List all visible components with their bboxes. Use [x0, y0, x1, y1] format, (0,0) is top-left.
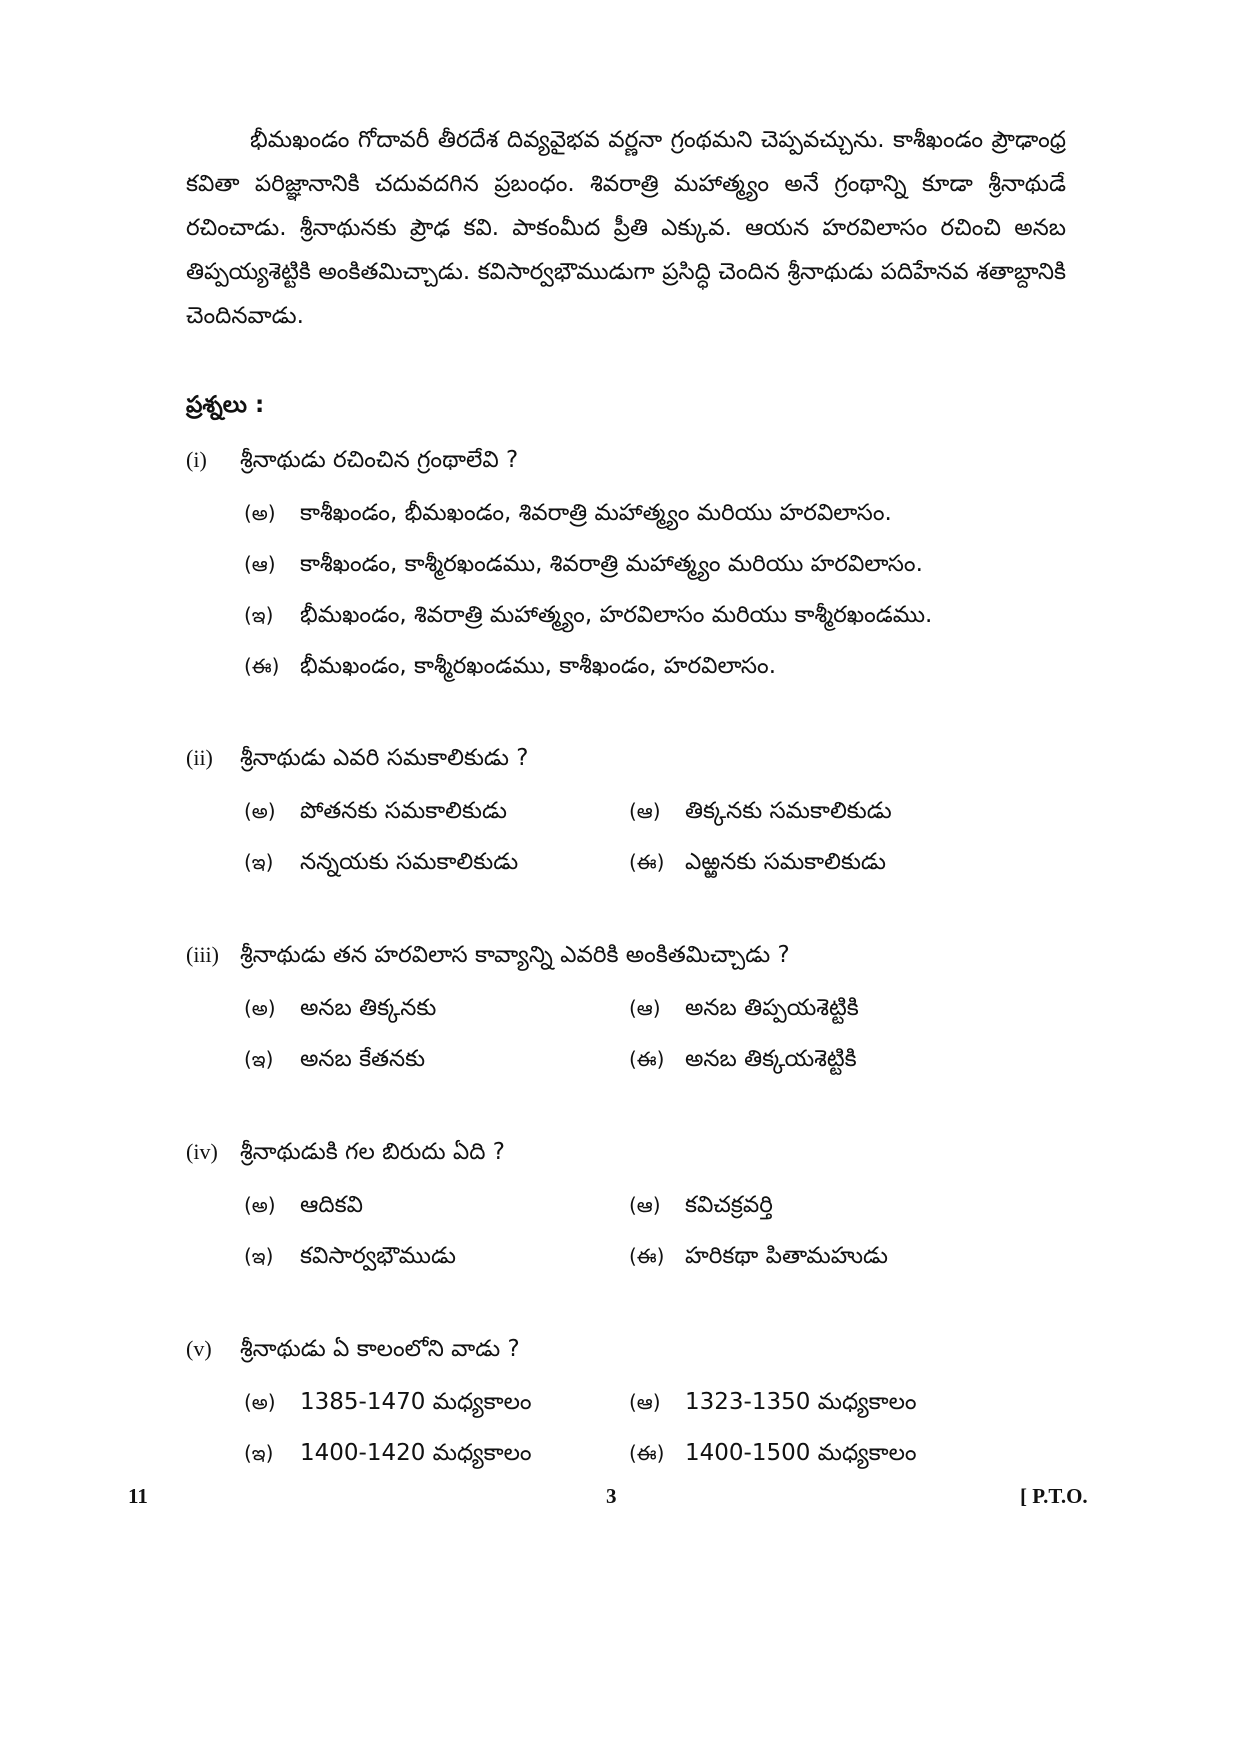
- option-label: (అ): [244, 1193, 276, 1217]
- option-text: అనబ తిప్పయశెట్టికి: [685, 995, 859, 1021]
- option-label: (అ): [244, 996, 276, 1020]
- question-text: శ్రీనాథుడు ఎవరి సమకాలికుడు ?: [240, 745, 529, 771]
- questions-heading: ప్రశ్నలు :: [186, 392, 265, 418]
- option-text: భీమఖండం, శివరాత్రి మహాత్మ్యం, హరవిలాసం మరియు కాశ్మీరఖండము.: [300, 602, 933, 628]
- option-text: కవిచక్రవర్తి: [685, 1192, 773, 1218]
- option-text: 1400-1420 మధ్యకాలం: [300, 1440, 532, 1466]
- option-label: (ఇ): [244, 1441, 274, 1465]
- option-text: 1400-1500 మధ్యకాలం: [685, 1440, 917, 1466]
- option-label: (ఆ): [629, 996, 661, 1020]
- option-aa: [629, 786, 1014, 837]
- question-number: (i): [186, 447, 207, 472]
- option-label: (ఈ): [629, 1047, 665, 1071]
- option-text: అనబ తిక్కయశెట్టికి: [685, 1046, 857, 1072]
- option-label: (ఈ): [629, 1441, 665, 1465]
- options-list: [186, 488, 1116, 692]
- option-text: భీమఖండం, కాశ్మీరఖండము, కాశీఖండం, హరవిలాసం.: [300, 653, 777, 679]
- option-aa: [186, 539, 1116, 590]
- option-ii: [186, 641, 1116, 692]
- option-label: (ఇ): [244, 850, 274, 874]
- option-label: (ఆ): [629, 1193, 661, 1217]
- option-text: హరికథా పితామహుడు: [685, 1243, 889, 1269]
- option-label: (ఆ): [629, 1390, 661, 1414]
- option-aa: [629, 1180, 1014, 1231]
- option-text: 1323-1350 మధ్యకాలం: [685, 1389, 917, 1415]
- question-1: [186, 438, 1116, 692]
- option-aa: [629, 983, 1014, 1034]
- option-a: [244, 1180, 629, 1231]
- question-text: శ్రీనాథుడు రచించిన గ్రంథాలేవి ?: [240, 447, 519, 473]
- question-number: (iii): [186, 942, 219, 967]
- option-text: అనబ తిక్కనకు: [300, 995, 437, 1021]
- option-label: (ఆ): [244, 552, 276, 576]
- options-grid: [186, 983, 1116, 1085]
- options-grid: [186, 786, 1116, 888]
- option-label: (అ): [244, 1390, 276, 1414]
- option-text: ఆదికవి: [300, 1192, 363, 1218]
- question-text: శ్రీనాథుడుకి గల బిరుదు ఏది ?: [240, 1139, 506, 1165]
- question-paper-code: 11: [128, 1484, 148, 1508]
- option-label: (అ): [244, 799, 276, 823]
- page-footer: [120, 1484, 1120, 1514]
- option-text: అనబ కేతనకు: [300, 1046, 426, 1072]
- question-4: [186, 1130, 1116, 1282]
- option-label: (ఇ): [244, 1047, 274, 1071]
- option-a: [244, 983, 629, 1034]
- options-grid: [186, 1377, 1116, 1479]
- question-number: (iv): [186, 1139, 218, 1164]
- option-label: (అ): [244, 501, 276, 525]
- option-label: (ఆ): [629, 799, 661, 823]
- question-5: [186, 1327, 1116, 1479]
- option-i: [244, 1231, 629, 1282]
- pto-marker: [ P.T.O.: [1020, 1484, 1088, 1508]
- option-i: [186, 590, 1116, 641]
- question-2: [186, 736, 1116, 888]
- option-text: కాశీఖండం, భీమఖండం, శివరాత్రి మహాత్మ్యం మరియు హరవిలాసం.: [300, 500, 892, 526]
- option-a: [186, 488, 1116, 539]
- option-ii: [629, 1428, 1014, 1479]
- option-text: నన్నయకు సమకాలికుడు: [300, 849, 519, 875]
- question-number: (v): [186, 1336, 212, 1361]
- option-ii: [629, 837, 1014, 888]
- option-i: [244, 1428, 629, 1479]
- question-text: శ్రీనాథుడు తన హరవిలాస కావ్యాన్ని ఎవరికి అంకితమిచ్చాడు ?: [240, 942, 790, 968]
- page-number: 3: [606, 1484, 617, 1508]
- option-text: పోతనకు సమకాలికుడు: [300, 798, 507, 824]
- option-text: తిక్కనకు సమకాలికుడు: [685, 798, 892, 824]
- question-text: శ్రీనాథుడు ఏ కాలంలోని వాడు ?: [240, 1336, 520, 1362]
- option-text: కవిసార్వభౌముడు: [300, 1243, 456, 1269]
- option-text: ఎఱ్ఱనకు సమకాలికుడు: [685, 849, 886, 875]
- option-text: కాశీఖండం, కాశ్మీరఖండము, శివరాత్రి మహాత్మ్యం మరియు హరవిలాసం.: [300, 551, 923, 577]
- option-aa: [629, 1377, 1014, 1428]
- option-label: (ఇ): [244, 1244, 274, 1268]
- option-i: [244, 837, 629, 888]
- option-i: [244, 1034, 629, 1085]
- option-text: 1385-1470 మధ్యకాలం: [300, 1389, 532, 1415]
- options-grid: [186, 1180, 1116, 1282]
- passage-paragraph: భీమఖండం గోదావరీ తీరదేశ దివ్యవైభవ వర్ణనా గ్రంథమని చెప్పవచ్చును. కాశీఖండం ప్రౌఢాంధ్ర కవితా పరిజ్ఞానానికి చదువదగిన ప్రబంధం. శివరాత్రి మహాత్మ్యం అనే గ్రంథాన్ని కూడా శ్రీనాథుడే రచించాడు. శ్రీనాథునకు ప్రౌఢ కవి. పాకంమీద ప్రీతి ఎక్కువ. ఆయన హరవిలాసం రచించి అనబ తిప్పయ్యశెట్టికి అంకితమిచ్చాడు. కవిసార్వభౌముడుగా ప్రసిద్ధి చెందిన శ్రీనాథుడు పదిహేనవ శతాబ్దానికి చెందినవాడు.: [186, 127, 1066, 329]
- option-label: (ఈ): [629, 850, 665, 874]
- option-a: [244, 786, 629, 837]
- option-label: (ఈ): [244, 654, 280, 678]
- question-number: (ii): [186, 745, 213, 770]
- question-3: [186, 933, 1116, 1085]
- option-label: (ఇ): [244, 603, 274, 627]
- option-ii: [629, 1231, 1014, 1282]
- option-label: (ఈ): [629, 1244, 665, 1268]
- option-ii: [629, 1034, 1014, 1085]
- option-a: [244, 1377, 629, 1428]
